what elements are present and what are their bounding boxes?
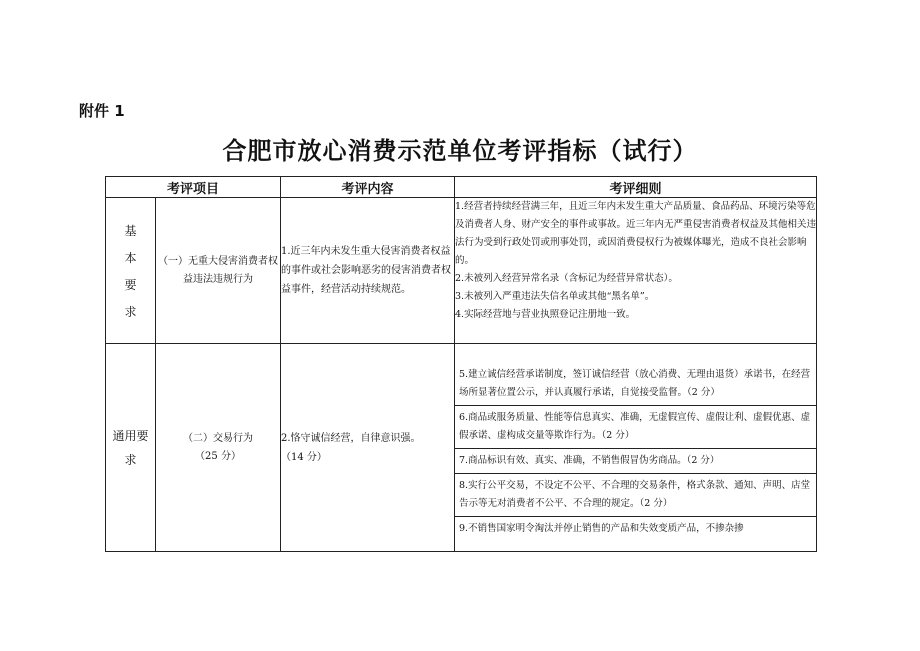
evaluation-table bbox=[105, 176, 817, 552]
detail-item: 8.实行公平交易，不设定不公平、不合理的交易条件，格式条款、通知、声明、店堂告示等无对消费者不公平、不合理的规定。（2 分） bbox=[455, 474, 816, 517]
basic-category-char: 本 bbox=[124, 250, 137, 265]
basic-category-char: 求 bbox=[124, 304, 137, 319]
general-details bbox=[455, 344, 817, 552]
detail-item: 2.未被列入经营异常名录（含标记为经营异常状态）。 bbox=[455, 273, 678, 284]
page-title: 合肥市放心消费示范单位考评指标（试行） bbox=[222, 137, 698, 165]
detail-item: 9.不销售国家明令淘汰并停止销售的产品和失效变质产品，不掺杂掺 bbox=[459, 523, 744, 534]
general-item bbox=[156, 344, 281, 552]
header-content: 考评内容 bbox=[281, 177, 455, 198]
header-row bbox=[106, 177, 817, 198]
attachment-label: 附件 1 bbox=[79, 102, 125, 120]
header-details: 考评细则 bbox=[455, 177, 817, 198]
basic-category-char: 基 bbox=[124, 223, 137, 238]
header-item: 考评项目 bbox=[106, 177, 281, 198]
detail-item: 7.商品标识有效、真实、准确，不销售假冒伪劣商品。（2 分） bbox=[455, 449, 816, 474]
basic-requirement-row bbox=[106, 198, 817, 344]
basic-item: （一）无重大侵害消费者权益违法违规行为 bbox=[156, 198, 281, 344]
general-content bbox=[281, 344, 455, 552]
basic-details bbox=[455, 198, 817, 344]
general-content-text: 2.恪守诚信经营，自律意识强。 bbox=[281, 432, 421, 444]
general-content-score: （14 分） bbox=[281, 451, 327, 463]
general-requirement-row bbox=[106, 344, 817, 552]
detail-item: 5.建立诚信经营承诺制度，签订诚信经营（放心消费、无理由退货）承诺书，在经营场所显著位置公示，并认真履行承诺，自觉接受监督。（2 分） bbox=[455, 344, 816, 406]
basic-content: 1.近三年内未发生重大侵害消费者权益的事件或社会影响恶劣的侵害消费者权益事件，经营活动持续规范。 bbox=[281, 198, 455, 344]
detail-item: 1.经营者持续经营满三年，且近三年内未发生重大产品质量、食品药品、环境污染等危及消费者人身、财产安全的事件或事故。近三年内无严重侵害消费者权益及其他相关违法行为受到行政处罚或刑事处罚，或因消费侵权行为被媒体曝光，造成不良社会影响的。 bbox=[455, 201, 817, 266]
general-category: 通用要求 bbox=[106, 344, 156, 552]
general-item-score: （25 分） bbox=[195, 450, 241, 462]
detail-item: 6.商品或服务质量、性能等信息真实、准确，无虚假宣传、虚假让利、虚假优惠、虚假承诺、虚构成交量等欺诈行为。（2 分） bbox=[455, 406, 816, 449]
general-item-name: （二）交易行为 bbox=[183, 432, 253, 444]
basic-category-cell bbox=[106, 198, 156, 344]
detail-item: 3.未被列入严重违法失信名单或其他“黑名单”。 bbox=[455, 291, 655, 302]
basic-category-char: 要 bbox=[124, 277, 137, 292]
detail-item: 4.实际经营地与营业执照登记注册地一致。 bbox=[455, 309, 636, 320]
